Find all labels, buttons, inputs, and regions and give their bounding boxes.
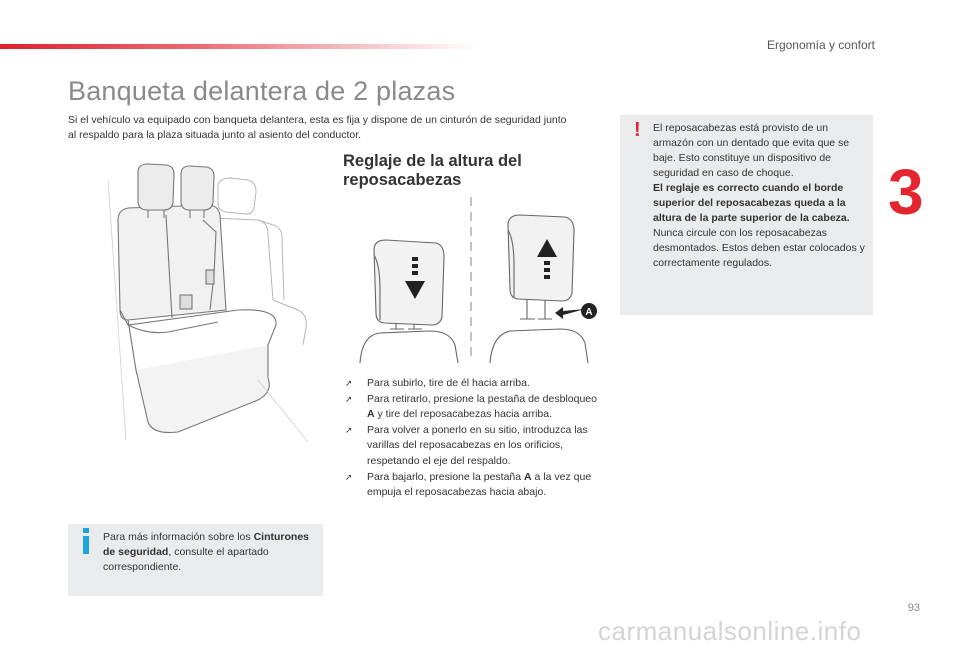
step-text: Para retirarlo, presione la pestaña de desbloqueo (367, 392, 597, 405)
adjustment-steps (345, 376, 600, 501)
subsection-heading (343, 152, 583, 190)
step-text: Para volver a ponerlo en su sitio, introduzca las varillas del reposacabezas en los orificios, respetando el eje del respaldo. (367, 423, 588, 467)
step-text-bold: A (524, 470, 532, 483)
info-text (103, 530, 318, 575)
step-text: Para bajarlo, presione la pestaña (367, 470, 525, 483)
arrow-icon: ➚ (345, 393, 353, 404)
headrest-adjustment-illustration (340, 195, 602, 363)
warning-text-part2: Nunca circule con los reposacabezas desmontados. Estos deben estar colocados y correctamente regulados. (653, 227, 865, 269)
step-item (345, 376, 600, 392)
step-text-rest: y tire del reposacabezas hacia arriba. (374, 408, 553, 421)
subsection-heading-line2: reposacabezas (343, 171, 462, 189)
arrow-icon: ➚ (345, 424, 353, 435)
header-accent-bar (0, 44, 480, 49)
info-text-bold: Cinturones de seguridad (103, 531, 309, 558)
page-number: 93 (907, 602, 920, 614)
step-text-bold: A (367, 408, 375, 421)
arrow-icon: ➚ (345, 471, 353, 482)
section-title: Ergonomía y confort (766, 38, 875, 52)
callout-a-label: A (585, 307, 593, 318)
info-box (68, 524, 323, 596)
warning-text-part1: El reposacabezas está provisto de un armazón con un dentado que evita que se baje. Esto constituye un dispositivo de seguridad en caso de choque. (653, 122, 850, 179)
page-title: Banqueta delantera de 2 plazas (68, 76, 456, 106)
info-text-post: , consulte el apartado correspondiente. (103, 546, 269, 573)
subsection-heading-line1: Reglaje de la altura del (343, 152, 522, 170)
chapter-number: 3 (888, 156, 924, 228)
watermark: carmanualsonline.info (598, 616, 862, 646)
info-text-pre: Para más información sobre los (103, 531, 254, 543)
warning-box (620, 115, 873, 315)
warning-exclamation-icon: ! (634, 119, 641, 141)
step-text-rest: a la vez que empuja el reposacabezas hacia abajo. (367, 470, 592, 499)
step-item (345, 392, 600, 423)
arrow-icon: ➚ (345, 378, 353, 388)
info-icon (80, 528, 92, 554)
intro-paragraph: Si el vehículo va equipado con banqueta delantera, esta es fija y dispone de un cinturón de seguridad junto al respaldo para la plaza situada junto al asiento del conductor. (68, 114, 567, 141)
step-item (345, 470, 600, 501)
bench-seat-illustration (108, 160, 320, 442)
warning-text-bold: El reglaje es correcto cuando el borde superior del reposacabezas queda a la altura de la parte superior de la cabeza. (653, 182, 850, 224)
step-text: Para subirlo, tire de él hacia arriba. (367, 377, 530, 389)
step-item (345, 423, 600, 470)
warning-text (653, 121, 868, 271)
